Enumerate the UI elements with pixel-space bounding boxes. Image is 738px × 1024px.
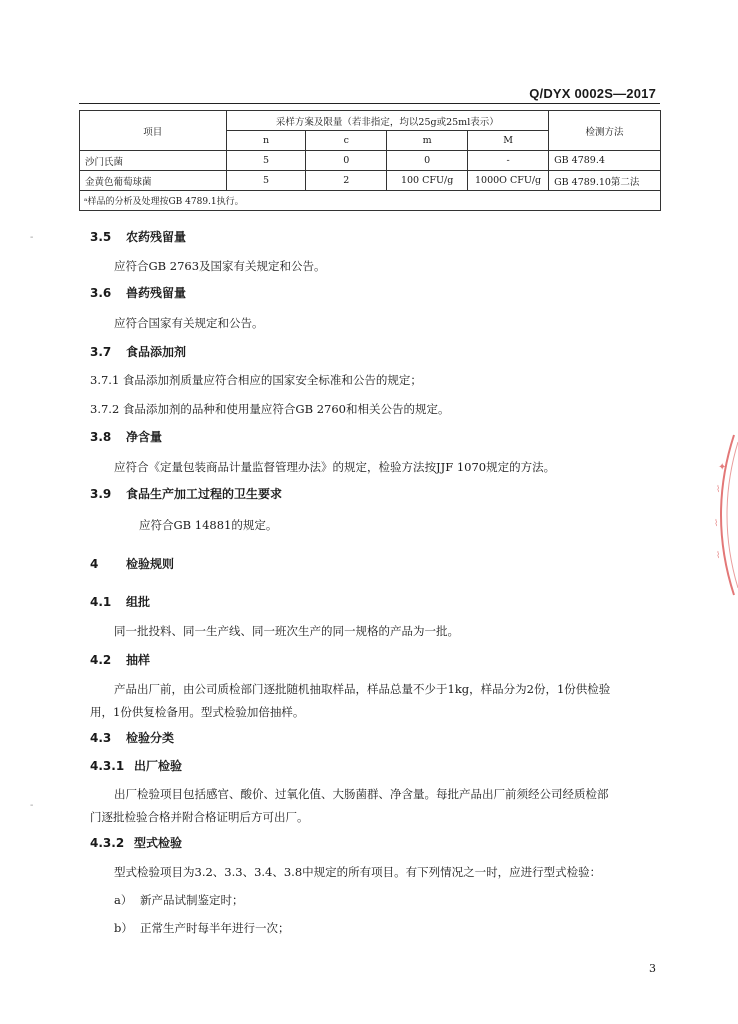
section-4-2-heading: 4.2 抽样 [90,653,151,667]
section-3-6-heading: 3.6 兽药残留量 [90,286,187,300]
scan-mark: - [30,232,34,243]
section-3-5-heading: 3.5 农药残留量 [90,230,187,244]
microbial-limits-table [79,110,661,211]
section-3-8-text: 应符合《定量包装商品计量监督管理办法》的规定，检验方法按JJF 1070规定的方法。 [114,460,556,474]
header-n: n [226,131,306,151]
section-4-3-1-text-line2: 门逐批检验合格并附合格证明后方可出厂。 [90,810,309,824]
section-4-3-2-heading: 4.3.2 型式检验 [90,836,183,850]
section-4-3-1-text-line1: 出厂检验项目包括感官、酸价、过氧化值、大肠菌群、净含量。每批产品出厂前须经公司经质检部 [114,787,609,801]
svg-text:⌇: ⌇ [714,519,719,529]
section-3-6-text: 应符合国家有关规定和公告。 [114,316,264,330]
section-4-1-heading: 4.1 组批 [90,595,151,609]
page-number: 3 [649,962,656,975]
header-method: 检测方法 [549,111,661,151]
table-row: 金黄色葡萄球菌 5 2 100 CFU/g 1000O CFU/g GB 4789.10第二法 [80,171,661,191]
section-3-5-text: 应符合GB 2763及国家有关规定和公告。 [114,259,326,273]
section-3-7-2-text: 3.7.2 食品添加剂的品种和使用量应符合GB 2760和相关公告的规定。 [90,402,450,416]
section-3-7-heading: 3.7 食品添加剂 [90,345,187,359]
section-4-2-text-line2: 用，1份供复检备用。型式检验加倍抽样。 [90,705,305,719]
section-3-8-heading: 3.8 净含量 [90,430,163,444]
section-4-3-heading: 4.3 检验分类 [90,731,175,745]
list-item: a） 新产品试制鉴定时； [114,893,244,907]
seal-stamp [694,430,738,600]
section-3-9-text: 应符合GB 14881的规定。 [139,518,278,532]
section-4-3-1-heading: 4.3.1 出厂检验 [90,759,183,773]
header-m: m [387,131,468,151]
section-4-heading: 4 检验规则 [90,557,175,571]
document-code: Q/DYX 0002S—2017 [529,86,656,101]
list-item: b） 正常生产时每半年进行一次； [114,921,290,935]
header-M: M [468,131,549,151]
header-c: c [306,131,387,151]
svg-text:⌇: ⌇ [716,551,721,561]
svg-text:⌇: ⌇ [716,485,721,495]
section-3-9-heading: 3.9 食品生产加工过程的卫生要求 [90,487,283,501]
section-4-1-text: 同一批投料、同一生产线、同一班次生产的同一规格的产品为一批。 [114,624,459,638]
header-item: 项目 [80,111,227,151]
header-sampling-plan: 采样方案及限量（若非指定，均以25g或25ml表示） [226,111,548,131]
section-4-3-2-text: 型式检验项目为3.2、3.3、3.4、3.8中规定的所有项目。有下列情况之一时，应进行型式检验： [114,865,602,879]
header-rule [79,103,660,104]
table-note: ᵃ样品的分析及处理按GB 4789.1执行。 [80,191,661,211]
section-3-7-1-text: 3.7.1 食品添加剂质量应符合相应的国家安全标准和公告的规定； [90,373,422,387]
svg-text:✦: ✦ [718,462,727,473]
scan-mark: - [30,800,34,811]
table-row: 沙门氏菌 5 0 0 - GB 4789.4 [80,151,661,171]
section-4-2-text-line1: 产品出厂前，由公司质检部门逐批随机抽取样品，样品总量不少于1kg，样品分为2份，1份供检验 [114,682,611,696]
